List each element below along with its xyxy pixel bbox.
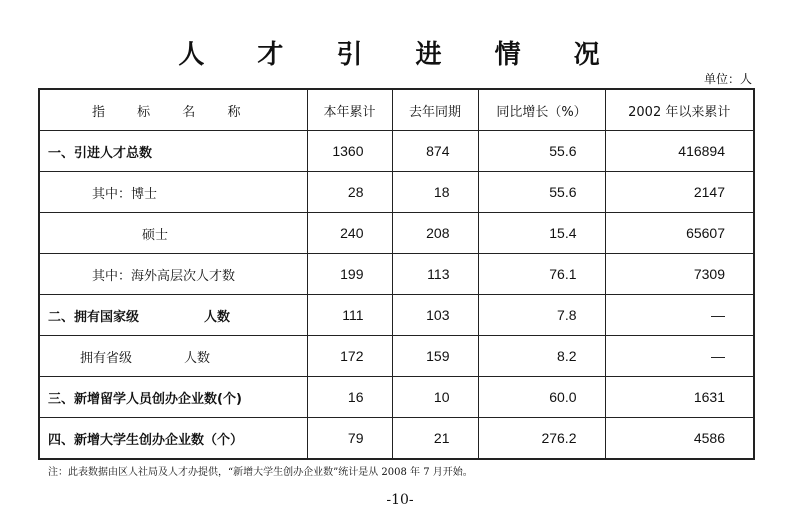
cell-since-2002: 416894	[605, 131, 754, 172]
cell-this-year: 111	[307, 295, 392, 336]
table-row	[39, 131, 754, 172]
cell-this-year: 28	[307, 172, 392, 213]
footnote: 注：此表数据由区人社局及人才办提供，“新增大学生创办企业数”统计是从 2008 年 7 月开始。	[48, 467, 473, 478]
cell-last-year: 208	[392, 213, 478, 254]
cell-this-year: 1360	[307, 131, 392, 172]
cell-yoy-growth: 276.2	[478, 418, 605, 460]
row-label: 二、拥有国家级 人数	[39, 295, 307, 336]
row-label: 拥有省级 人数	[39, 336, 307, 377]
cell-this-year: 240	[307, 213, 392, 254]
cell-yoy-growth: 76.1	[478, 254, 605, 295]
cell-last-year: 874	[392, 131, 478, 172]
header-this-year: 本年累计	[307, 89, 392, 131]
table-row	[39, 254, 754, 295]
row-label: 硕士	[39, 213, 307, 254]
page-number: -10-	[386, 492, 414, 508]
table-row	[39, 418, 754, 460]
cell-yoy-growth: 7.8	[478, 295, 605, 336]
table-row	[39, 213, 754, 254]
table-row	[39, 295, 754, 336]
row-label: 三、新增留学人员创办企业数(个)	[39, 377, 307, 418]
cell-last-year: 21	[392, 418, 478, 460]
cell-yoy-growth: 15.4	[478, 213, 605, 254]
cell-yoy-growth: 60.0	[478, 377, 605, 418]
header-yoy-growth: 同比增长（%）	[478, 89, 605, 131]
row-label: 一、引进人才总数	[39, 131, 307, 172]
cell-this-year: 79	[307, 418, 392, 460]
cell-yoy-growth: 8.2	[478, 336, 605, 377]
page-title: 人 才 引 进 情 况	[178, 40, 622, 70]
unit-label: 单位：人	[703, 72, 752, 86]
header-last-year: 去年同期	[392, 89, 478, 131]
header-since-2002: 2002 年以来累计	[605, 89, 754, 131]
table-row	[39, 172, 754, 213]
cell-since-2002: 4586	[605, 418, 754, 460]
cell-since-2002: —	[605, 336, 754, 377]
row-label: 四、新增大学生创办企业数（个）	[39, 418, 307, 460]
cell-this-year: 172	[307, 336, 392, 377]
cell-since-2002: 7309	[605, 254, 754, 295]
cell-since-2002: 2147	[605, 172, 754, 213]
cell-since-2002: —	[605, 295, 754, 336]
table-row	[39, 336, 754, 377]
cell-this-year: 16	[307, 377, 392, 418]
cell-last-year: 159	[392, 336, 478, 377]
cell-last-year: 18	[392, 172, 478, 213]
talent-table	[38, 88, 755, 460]
cell-last-year: 103	[392, 295, 478, 336]
table-header-row	[39, 89, 754, 131]
cell-last-year: 113	[392, 254, 478, 295]
cell-last-year: 10	[392, 377, 478, 418]
table-row	[39, 377, 754, 418]
row-label: 其中：博士	[39, 172, 307, 213]
cell-since-2002: 1631	[605, 377, 754, 418]
cell-yoy-growth: 55.6	[478, 172, 605, 213]
cell-yoy-growth: 55.6	[478, 131, 605, 172]
row-label: 其中：海外高层次人才数	[39, 254, 307, 295]
header-indicator-name: 指 标 名 称	[39, 89, 307, 131]
cell-this-year: 199	[307, 254, 392, 295]
cell-since-2002: 65607	[605, 213, 754, 254]
